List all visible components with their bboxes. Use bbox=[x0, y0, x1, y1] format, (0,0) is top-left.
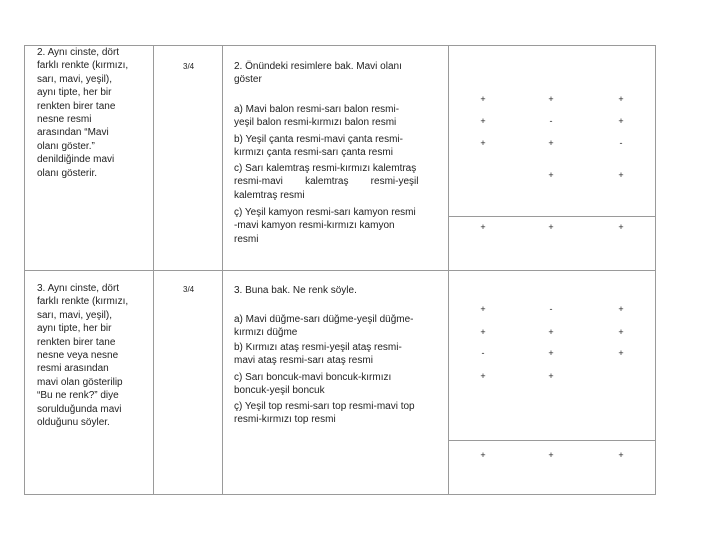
row-2-total: + bbox=[480, 450, 486, 460]
row-2-item-c: c) Sarı boncuk-mavi boncuk-kırmızı boncuk-yeşil boncuk bbox=[234, 372, 392, 397]
row-1-mark: + bbox=[548, 170, 554, 180]
row-1-item-c: c) Sarı kalemtraş resmi-kırmızı kalemtraş resmi-mavi kalemtraş resmi-yeşil kalemtraş resmi bbox=[234, 163, 419, 201]
row-1-mark: + bbox=[618, 94, 624, 104]
row-2-mark: + bbox=[548, 327, 554, 337]
row-1-objective: 2. Aynı cinste, dört farklı renkte (kırmızı, sarı, mavi, yeşil), aynı tipte, her bir renkten birer tane nesne resmi arasından “Mavi olanı göster.” denildiğinde mavi olanı gösterir. bbox=[37, 47, 129, 179]
row-2-mark: - bbox=[549, 304, 553, 314]
row-1-mark: - bbox=[619, 138, 623, 148]
row-2-item-a: a) Mavi düğme-sarı düğme-yeşil düğme- kırmızı düğme bbox=[234, 314, 414, 339]
row-2-item-d: ç) Yeşil top resmi-sarı top resmi-mavi top resmi-kırmızı top resmi bbox=[234, 401, 415, 426]
row-1-mark: + bbox=[480, 138, 486, 148]
row-2-mark: + bbox=[618, 348, 624, 358]
subtotal-divider bbox=[448, 216, 656, 217]
row-2-objective: 3. Aynı cinste, dört farklı renkte (kırmızı, sarı, mavi, yeşil), aynı tipte, her bir renkten birer tane nesne veya nesne resmi arasından mavi olan gösterilip “Bu ne renk?” diye sorulduğunda mavi olduğunu söyler. bbox=[37, 283, 129, 429]
row-1-item-b: b) Yeşil çanta resmi-mavi çanta resmi- kırmızı çanta resmi-sarı çanta resmi bbox=[234, 134, 403, 159]
row-2-mark: + bbox=[480, 371, 486, 381]
row-1-mark: + bbox=[480, 94, 486, 104]
row-2-total: + bbox=[548, 450, 554, 460]
row-2-mark: + bbox=[618, 304, 624, 314]
row-2-mark: + bbox=[618, 327, 624, 337]
row-1-score: 3/4 bbox=[183, 62, 195, 71]
row-1-total: + bbox=[548, 222, 554, 232]
row-2-mark: + bbox=[548, 371, 554, 381]
subtotal-divider bbox=[448, 440, 656, 441]
row-2-mark: + bbox=[480, 304, 486, 314]
row-1-total: + bbox=[480, 222, 486, 232]
row-2-question: 3. Buna bak. Ne renk söyle. bbox=[234, 285, 357, 296]
row-2-total: + bbox=[618, 450, 624, 460]
row-2-mark: + bbox=[480, 327, 486, 337]
row-1-item-a: a) Mavi balon resmi-sarı balon resmi- yeşil balon resmi-kırmızı balon resmi bbox=[234, 104, 400, 129]
row-1-mark: + bbox=[480, 116, 486, 126]
row-2-mark: - bbox=[481, 348, 485, 358]
row-1-mark: + bbox=[618, 170, 624, 180]
row-2-score: 3/4 bbox=[183, 285, 195, 294]
row-2-mark: + bbox=[548, 348, 554, 358]
row-1-mark: + bbox=[548, 138, 554, 148]
row-1-mark: + bbox=[548, 94, 554, 104]
row-2-item-b: b) Kırmızı ataş resmi-yeşil ataş resmi- mavi ataş resmi-sarı ataş resmi bbox=[234, 342, 402, 367]
row-1-item-d: ç) Yeşil kamyon resmi-sarı kamyon resmi -mavi kamyon resmi-kırmızı kamyon resmi bbox=[234, 207, 416, 245]
row-1-total: + bbox=[618, 222, 624, 232]
row-1-mark: - bbox=[549, 116, 553, 126]
row-1-question: 2. Önündeki resimlere bak. Mavi olanı göster bbox=[234, 61, 402, 86]
row-1-mark: + bbox=[618, 116, 624, 126]
row-divider bbox=[24, 270, 656, 271]
